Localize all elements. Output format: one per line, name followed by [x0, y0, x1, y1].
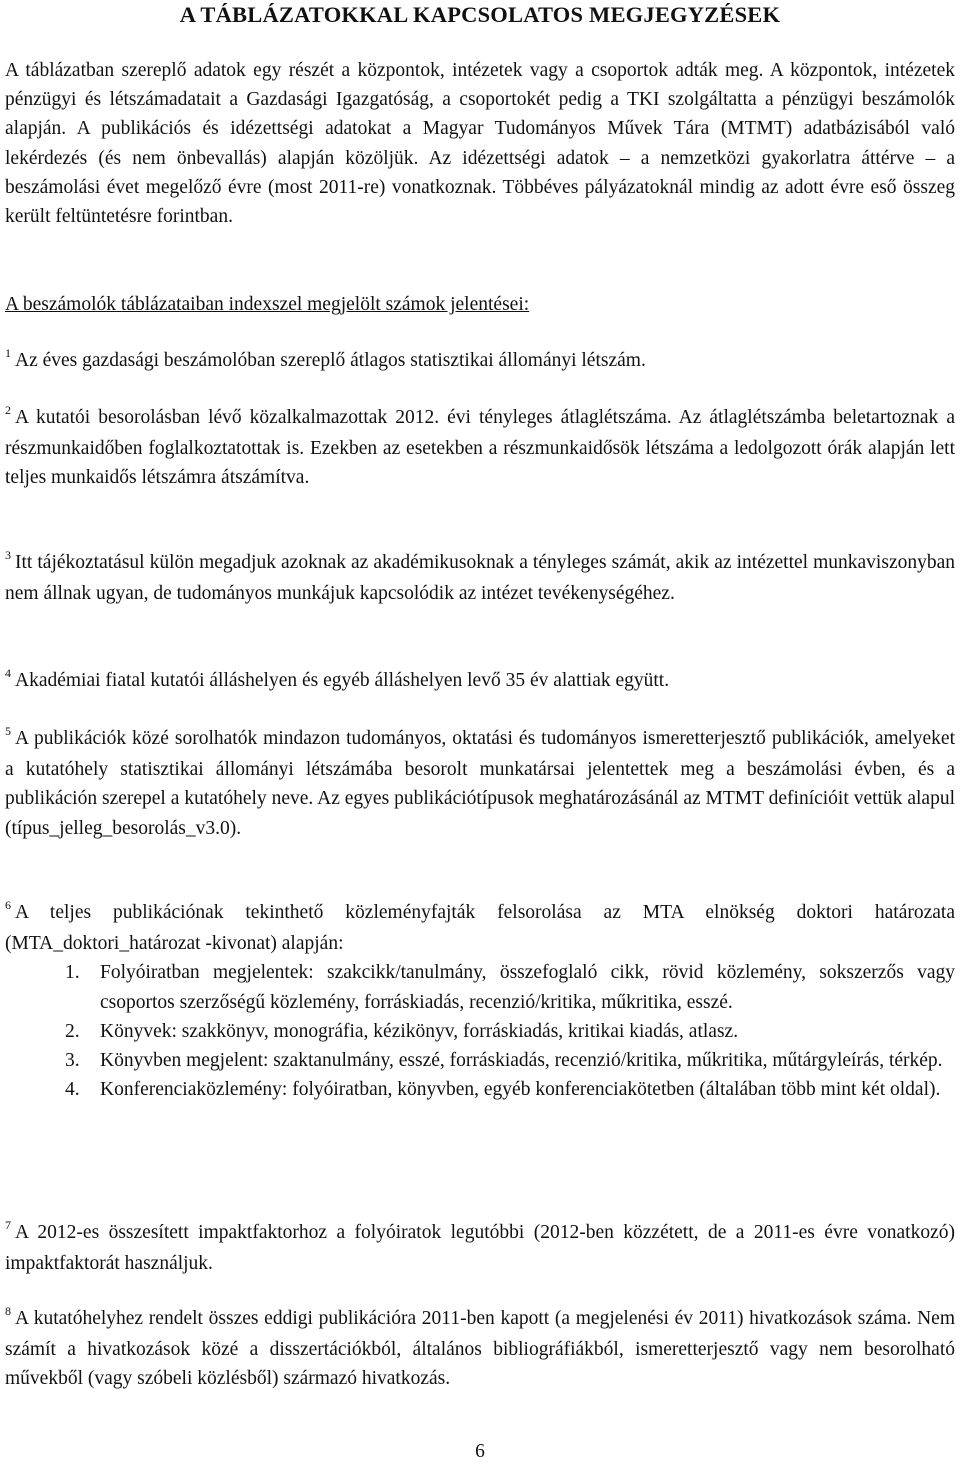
note-3-index: 3 [5, 548, 11, 562]
notes-heading [5, 290, 955, 319]
note-5-index: 5 [5, 724, 11, 738]
note-1 [5, 346, 955, 377]
note-7 [5, 1218, 955, 1278]
note-3-text: Itt tájékoztatásul külön megadjuk azoknak az akadémikusoknak a tényleges számát, akik az intézettel munkaviszonyban nem állnak ugyan, de tudományos munkájuk kapcsolódik az intézet tevékenységéhez. [5, 552, 955, 605]
list-item [5, 1017, 955, 1046]
note-6-text: A teljes publikációnak tekinthető közleményfajták felsorolása az MTA elnökség doktori határozata (MTA_doktori_határozat -kivonat) alapján: [5, 902, 955, 955]
note-2 [5, 403, 955, 493]
notes-heading-text: A beszámolók táblázataiban indexszel megjelölt számok jelentései: [5, 294, 530, 315]
note-7-index: 7 [5, 1218, 11, 1232]
note-1-index: 1 [5, 346, 11, 360]
list-item-text: Könyvben megjelent: szaktanulmány, esszé, forráskiadás, recenzió/kritika, műkritika, műtárgyleírás, térkép. [100, 1050, 943, 1072]
list-item [5, 1046, 955, 1075]
note-2-index: 2 [5, 403, 11, 417]
note-5-text: A publikációk közé sorolhatók mindazon tudományos, oktatási és tudományos ismeretterjesztő publikációk, amelyeket a kutatóhely statisztikai állományi létszámába besorolt munkatársai jelentettek meg a beszámolási évben, és a publikáción szerepel a kutatóhely neve. Az egyes publikációtípusok meghatározásánál az MTMT definícióit vettük alapul (típus_jelleg_besorolás_v3.0). [5, 728, 955, 839]
note-6-index: 6 [5, 898, 11, 912]
note-6 [5, 898, 955, 1104]
note-1-text: Az éves gazdasági beszámolóban szereplő átlagos statisztikai állományi létszám. [15, 350, 646, 371]
page-title: A TÁBLÁZATOKKAL KAPCSOLATOS MEGJEGYZÉSEK [179, 2, 781, 27]
list-item-text: Konferenciaközlemény: folyóiratban, könyvben, egyéb konferenciakötetben (általában több mint két oldal). [100, 1079, 941, 1101]
note-4-text: Akadémiai fiatal kutatói álláshelyen és egyéb álláshelyen levő 35 év alattiak együtt. [15, 670, 670, 691]
note-2-text: A kutatói besorolásban lévő közalkalmazottak 2012. évi tényleges átlaglétszáma. Az átlaglétszámba beletartoznak a részmunkaidőben foglalkoztatottak is. Ezekben az esetekben a részmunkaidősök létszáma a ledolgozott órák alapján lett teljes munkaidős létszámra átszámítva. [5, 407, 955, 489]
list-item [5, 1075, 955, 1104]
list-item [5, 958, 955, 1016]
note-7-text: A 2012-es összesített impaktfaktorhoz a folyóiratok legutóbbi (2012-ben közzétett, de a 2011-es évre vonatkozó) impaktfaktorát használjuk. [5, 1222, 955, 1275]
page-number: 6 [475, 1441, 485, 1462]
note-8 [5, 1304, 955, 1394]
list-item-number: 2. [65, 1020, 80, 1042]
list-item-number: 4. [65, 1079, 80, 1101]
note-3 [5, 548, 955, 608]
publication-types-list [5, 958, 955, 1104]
list-item-number: 3. [65, 1050, 80, 1072]
note-4-index: 4 [5, 666, 11, 680]
note-4 [5, 666, 955, 697]
note-8-index: 8 [5, 1304, 11, 1318]
list-item-text: Folyóiratban megjelentek: szakcikk/tanulmány, összefoglaló cikk, rövid közlemény, sokszerzős vagy csoportos szerzőségű közlemény, forráskiadás, recenzió/kritika, műkritika, esszé. [100, 962, 955, 1013]
note-5 [5, 724, 955, 843]
list-item-text: Könyvek: szakkönyv, monográfia, kézikönyv, forráskiadás, kritikai kiadás, atlasz. [100, 1020, 739, 1042]
note-8-text: A kutatóhelyhez rendelt összes eddigi publikációra 2011-ben kapott (a megjelenési év 2011) hivatkozások száma. Nem számít a hivatkozások közé a disszertációkból, általános bibliográfiákból, ismeretterjesztő vagy nem besorolható művekből (vagy szóbeli közlésből) származó hivatkozás. [5, 1308, 955, 1390]
list-item-number: 1. [65, 962, 80, 984]
intro-paragraph: A táblázatban szereplő adatok egy részét a központok, intézetek vagy a csoportok adták meg. A központok, intézetek pénzügyi és létszámadatait a Gazdasági Igazgatóság, a csoportokét pedig a TKI szolgáltatta a pénzügyi beszámolók alapján. A publikációs és idézettségi adatokat a Magyar Tudományos Művek Tára (MTMT) adatbázisából való lekérdezés (és nem önbevallás) alapján közöljük. Az idézettségi adatok – a nemzetközi gyakorlatra áttérve – a beszámolási évet megelőző évre (most 2011-re) vonatkoznak. Többéves pályázatoknál mindig az adott évre eső összeg került feltüntetésre forintban. [5, 60, 955, 228]
